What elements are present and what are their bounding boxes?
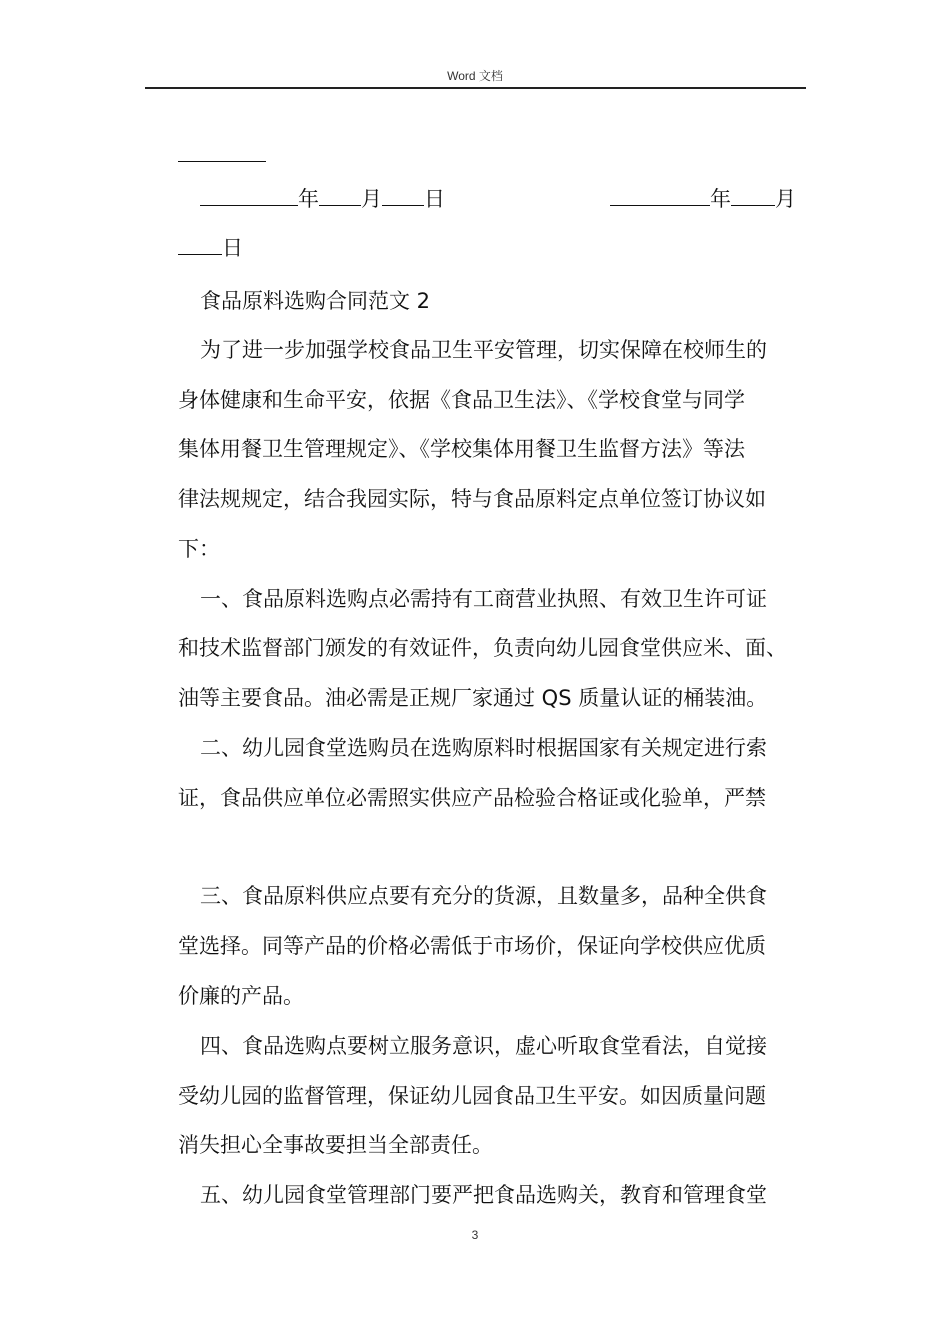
year-label: 年 <box>710 187 731 211</box>
body-line: 律法规规定，结合我园实际，特与食品原料定点单位签订协议如 <box>178 487 766 511</box>
day-label: 日 <box>222 236 243 260</box>
body-line: 三、食品原料供应点要有充分的货源，且数量多，品种全供食 <box>200 884 767 908</box>
body-line: 价廉的产品。 <box>178 984 304 1008</box>
body-line: 二、幼儿园食堂选购员在选购原料时根据国家有关规定进行索 <box>200 736 767 760</box>
header-title: Word 文档 <box>447 69 503 83</box>
body-line: 一、食品原料选购点必需持有工商营业执照、有效卫生许可证 <box>200 587 767 611</box>
signature-blank <box>178 141 266 162</box>
body-line: 受幼儿园的监督管理，保证幼儿园食品卫生平安。如因质量问题 <box>178 1084 766 1108</box>
year-blank <box>610 185 710 206</box>
signature-line <box>178 141 266 169</box>
body-line: 五、幼儿园食堂管理部门要严把食品选购关，教育和管理食堂 <box>200 1183 767 1207</box>
body-line: 为了进一步加强学校食品卫生平安管理，切实保障在校师生的 <box>200 338 767 362</box>
day-label: 日 <box>424 187 445 211</box>
body-line: 证，食品供应单位必需照实供应产品检验合格证或化验单，严禁 <box>178 786 766 810</box>
page-number: 3 <box>471 1228 479 1242</box>
month-blank <box>319 185 361 206</box>
day-blank <box>382 185 424 206</box>
date-row-continued <box>178 234 243 262</box>
month-blank <box>731 185 775 206</box>
body-line: 身体健康和生命平安，依据《食品卫生法》、《学校食堂与同学 <box>178 388 745 412</box>
body-line: 下： <box>178 537 220 561</box>
header-rule <box>145 87 806 89</box>
body-line: 油等主要食品。油必需是正规厂家通过 QS 质量认证的桶装油。 <box>178 686 768 710</box>
year-label: 年 <box>298 187 319 211</box>
month-label: 月 <box>775 187 796 211</box>
body-line: 四、食品选购点要树立服务意识，虚心听取食堂看法，自觉接 <box>200 1034 767 1058</box>
body-line: 消失担心全事故要担当全部责任。 <box>178 1133 493 1157</box>
section-title: 食品原料选购合同范文 2 <box>200 289 431 313</box>
date-row-left <box>200 185 445 213</box>
month-label: 月 <box>361 187 382 211</box>
day-blank <box>178 234 222 255</box>
body-line: 集体用餐卫生管理规定》、《学校集体用餐卫生监督方法》等法 <box>178 437 745 461</box>
body-line: 和技术监督部门颁发的有效证件，负责向幼儿园食堂供应米、面、 <box>178 636 787 660</box>
body-line: 堂选择。同等产品的价格必需低于市场价，保证向学校供应优质 <box>178 934 766 958</box>
year-blank <box>200 185 298 206</box>
date-row-right <box>610 185 796 213</box>
